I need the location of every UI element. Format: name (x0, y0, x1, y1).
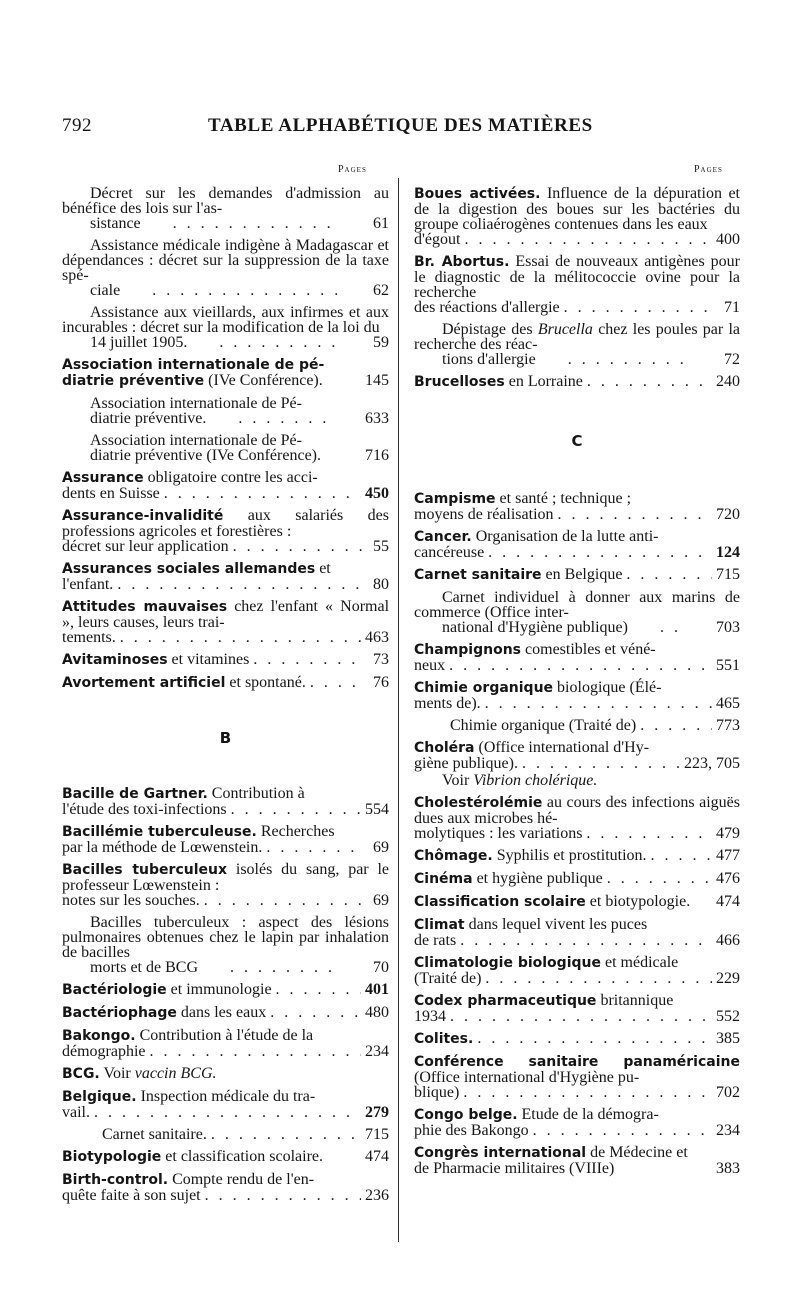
page-ref: 236 (365, 1187, 389, 1204)
leader-dots (117, 577, 363, 592)
column-divider (398, 178, 399, 1242)
page-ref: 145 (365, 372, 389, 389)
page-ref: 223, 705 (684, 755, 740, 772)
index-entry (414, 1107, 740, 1138)
leader-dots (150, 1044, 361, 1059)
page-ref: 551 (716, 657, 740, 674)
entry-term: Br. Abortus. (414, 254, 510, 270)
section-letter-c: C (571, 432, 583, 450)
entry-tail: neux (414, 657, 446, 674)
index-entry (62, 1089, 389, 1120)
entry-tail: notes sur les souches. (62, 892, 200, 909)
entry-text: Assistance médicale indigène à Madagascar et dépendances : décret sur la suppression de la taxe spé- (62, 237, 389, 284)
leader-dots (449, 658, 712, 673)
entry-tail: et hygiène publique (476, 870, 603, 887)
leader-dots (231, 802, 361, 817)
entry-text: de Médecine et (590, 1144, 688, 1161)
index-entry (414, 1145, 740, 1176)
pages-label-left: Pages (338, 164, 367, 175)
page-ref: 703 (716, 619, 740, 636)
index-entry (62, 915, 389, 975)
index-entry (62, 508, 389, 554)
index-entry (62, 470, 389, 501)
leader-dots (270, 1005, 361, 1020)
entry-tail: (IVe Conférence). (208, 372, 323, 389)
entry-italic-term: Brucella (537, 321, 593, 338)
entry-term: BCG. (62, 1066, 100, 1082)
entry-term: Colites. (414, 1031, 474, 1047)
entry-tail: ments de). (414, 695, 481, 712)
entry-text: biologique (Élé- (557, 679, 662, 696)
page-ref: 383 (716, 1160, 740, 1177)
index-entry (414, 894, 740, 910)
leader-dots (202, 960, 341, 975)
entry-tail: dans les eaux (180, 1004, 267, 1021)
entry-see-ref: Vibrion cholérique. (473, 772, 598, 789)
page-ref: 70 (373, 959, 389, 976)
entry-tail: diatrie préventive (IVe Conférence). (90, 447, 321, 464)
entry-tail: cancéreuse (414, 544, 485, 561)
entry-tail: et spontané. (229, 674, 306, 691)
entry-term: Choléra (414, 740, 475, 756)
index-entry (62, 1149, 389, 1165)
entry-term: Bactériologie (62, 982, 167, 998)
entry-tail: en Belgique (545, 566, 623, 583)
entry-text: Compte rendu de l'en- (172, 1171, 315, 1188)
entry-term: Climat (414, 917, 465, 933)
entry-term: Boues activées. (414, 186, 541, 202)
entry-text: obligatoire contre les acci- (147, 469, 318, 486)
index-entry (414, 871, 740, 887)
entry-tail: (Traité de) (414, 970, 482, 987)
entry-term: Association internationale de pé- (62, 357, 325, 373)
page-ref: 702 (716, 1084, 740, 1101)
entry-term: Birth-control. (62, 1172, 169, 1188)
page-ref: 71 (724, 299, 740, 316)
entry-tail: 1934 (414, 1008, 446, 1025)
leader-dots (266, 840, 363, 855)
index-entry (62, 433, 389, 463)
entry-text: Assistance aux vieillards, aux infirmes et aux incurables : décret sur la modification de la loi du (62, 304, 389, 336)
entry-term: Assurances sociales allemandes (62, 561, 316, 577)
page-ref: 474 (365, 1148, 389, 1165)
entry-term: Carnet sanitaire (414, 567, 542, 583)
entry-tail: des réactions d'allergie (414, 299, 560, 316)
leader-dots (533, 1123, 712, 1138)
entry-term: Classification scolaire (414, 894, 586, 910)
index-entry (414, 254, 740, 315)
page-ref: 69 (373, 839, 389, 856)
entry-text: et santé ; technique ; (499, 490, 632, 507)
leader-dots (632, 620, 684, 635)
index-entry (414, 567, 740, 583)
entry-text: aux salariés des professions agricoles et forestières : (62, 507, 390, 540)
entry-text: Dépistage des (442, 321, 533, 338)
entry-tail: morts et de BCG (90, 959, 198, 976)
index-entry (62, 1005, 389, 1021)
leader-dots (540, 352, 692, 367)
entry-text: Bacilles tuberculeux : aspect des lésions pulmonaires obtenues chez le lapin par inhalation de bacilles (62, 914, 389, 961)
index-entry (62, 862, 389, 908)
leader-dots (464, 232, 712, 247)
entry-term: Chimie organique (414, 680, 554, 696)
entry-text-2: chez les poules par la recherche des réac- (414, 321, 741, 353)
index-entry (414, 186, 740, 247)
entry-text: comestibles et véné- (525, 641, 656, 658)
index-entry (62, 982, 389, 998)
page-ref: 479 (716, 825, 740, 842)
entry-see-ref: vaccin BCG. (134, 1065, 217, 1082)
index-entry (62, 786, 389, 817)
entry-text: Essai de nouveaux antigènes pour le diagnostic de la mélitococcie ovine pour la recherche (414, 253, 741, 301)
leader-dots (310, 675, 363, 690)
entry-term: Biotypologie (62, 1149, 162, 1165)
entry-term: Avortement artificiel (62, 675, 226, 691)
index-column-left (62, 186, 389, 1210)
entry-text: Inspection médicale du tra- (140, 1088, 316, 1105)
entry-text: Contribution à (211, 785, 305, 802)
page-ref: 385 (716, 1030, 740, 1047)
index-entry (414, 491, 740, 522)
leader-dots (607, 871, 712, 886)
index-entry (414, 848, 740, 864)
entry-text: et (319, 560, 331, 577)
leader-dots (205, 1188, 361, 1203)
page-ref: 552 (716, 1008, 740, 1025)
page-ref: 73 (373, 651, 389, 668)
entry-tail: de rats (414, 932, 457, 949)
page-ref: 69 (373, 892, 389, 909)
entry-tail: d'égout (414, 231, 461, 248)
index-entry (62, 186, 389, 231)
index-entry (62, 1172, 389, 1203)
page-number: 792 (62, 115, 92, 136)
index-entry (414, 374, 740, 390)
entry-term: Champignons (414, 642, 522, 658)
entry-term: Congo belge. (414, 1107, 518, 1123)
leader-dots (586, 826, 712, 841)
index-entry (414, 590, 740, 635)
page-ref: 229 (716, 970, 740, 987)
leader-dots (120, 630, 361, 645)
index-entry (414, 917, 740, 948)
page-ref: 124 (716, 544, 740, 561)
entry-term: Bacilles tuberculeux (62, 862, 228, 878)
page-title: TABLE ALPHABÉTIQUE DES MATIÈRES (208, 115, 593, 136)
entry-tail: national d'Hygiène publique) (442, 619, 628, 636)
index-entry (414, 642, 740, 673)
entry-text: Association internationale de Pé- (90, 395, 302, 412)
entry-text: (Office international d'Hygiène pu- (414, 1069, 640, 1086)
entry-text: Voir (103, 1065, 131, 1082)
index-entry (62, 1127, 389, 1142)
entry-tail: phie des Bakongo (414, 1122, 529, 1139)
entry-tail: et vitamines (171, 651, 250, 668)
entry-term: Campisme (414, 491, 496, 507)
index-entry (414, 1031, 740, 1047)
entry-term-tail: diatrie préventive (62, 373, 205, 389)
page-ref: 400 (716, 231, 740, 248)
leader-dots (651, 848, 712, 863)
leader-dots (485, 971, 712, 986)
page-ref: 466 (716, 932, 740, 949)
page-ref: 716 (365, 447, 389, 464)
entry-text: isolés du sang, par le professeur Lœwenstein : (62, 861, 390, 894)
index-entry (62, 599, 389, 645)
page-ref: 72 (724, 351, 740, 368)
index-entry (62, 675, 389, 691)
leader-dots (124, 283, 341, 298)
entry-tail: décret sur leur application (62, 538, 229, 555)
leader-dots (564, 300, 714, 315)
index-entry (414, 1054, 740, 1100)
entry-term: Attitudes mauvaises (62, 599, 228, 615)
entry-tail: Syphilis et prostitution. (496, 847, 647, 864)
leader-dots (94, 1105, 361, 1120)
page-ref: 234 (365, 1043, 389, 1060)
entry-term: Assurance-invalidité (62, 508, 224, 524)
entry-term: Bakongo. (62, 1028, 136, 1044)
page-ref: 234 (716, 1122, 740, 1139)
entry-text: Association internationale de Pé- (90, 432, 302, 449)
index-entry (62, 238, 389, 298)
entry-tail: diatrie préventive. (90, 410, 207, 427)
page-ref: 476 (716, 870, 740, 887)
leader-dots (450, 1009, 712, 1024)
entry-text: Etude de la démogra- (521, 1106, 659, 1123)
leader-dots (463, 1085, 712, 1100)
entry-tail: moyens de réalisation (414, 506, 554, 523)
entry-tail: en Lorraine (508, 373, 583, 390)
leader-dots (211, 1127, 361, 1142)
entry-text: et médicale (604, 954, 679, 971)
entry-tail: vail. (62, 1104, 90, 1121)
entry-tail: ciale (90, 282, 121, 299)
entry-term: Climatologie biologique (414, 955, 601, 971)
entry-term: Assurance (62, 470, 144, 486)
entry-text: Recherches (260, 823, 335, 840)
entry-text: Contribution à l'étude de la (139, 1027, 314, 1044)
page-ref: 463 (365, 629, 389, 646)
entry-term: Cholestérolémie (414, 795, 543, 811)
entry-tail: tions d'allergie (442, 351, 536, 368)
page-ref: 279 (365, 1104, 389, 1121)
page-ref: 240 (716, 373, 740, 390)
entry-text: Décret sur les demandes d'admission au bénéfice des lois sur l'as- (62, 185, 389, 217)
page-ref: 715 (716, 566, 740, 583)
entry-term: Avitaminoses (62, 652, 168, 668)
page-ref: 62 (373, 282, 389, 299)
index-entry (62, 1066, 389, 1082)
index-column-right (414, 186, 740, 1183)
entry-term: Conférence sanitaire panaméricaine (414, 1054, 740, 1070)
leader-dots (145, 216, 341, 231)
page-ref: 61 (373, 215, 389, 232)
see-also-entry (414, 773, 740, 788)
entry-tail: Carnet sanitaire. (102, 1126, 207, 1143)
index-entry (414, 680, 740, 711)
entry-term: Bacille de Gartner. (62, 786, 208, 802)
section-letter-b: B (219, 729, 232, 747)
page-ref: 720 (716, 506, 740, 523)
page-ref: 401 (365, 981, 389, 998)
entry-term: Bactériophage (62, 1005, 177, 1021)
entry-term: Brucelloses (414, 374, 505, 390)
index-entry (414, 993, 740, 1024)
leader-dots (210, 411, 333, 426)
page-ref: 80 (373, 576, 389, 593)
index-entry (62, 1028, 389, 1059)
entry-tail: sistance (90, 215, 141, 232)
index-entry (414, 718, 740, 733)
page-ref: 465 (716, 695, 740, 712)
entry-tail: Chimie organique (Traité de) (450, 717, 637, 734)
page-ref: 715 (365, 1126, 389, 1143)
entry-text: Organisation de la lutte anti- (475, 528, 659, 545)
entry-text: Influence de la dépuration et de la digestion des boues sur les bactéries du groupe coliaérogènes contenues dans les eaux (414, 185, 740, 233)
index-entry (62, 396, 389, 426)
entry-tail: par la méthode de Lœwenstein. (62, 839, 263, 856)
leader-dots (164, 486, 361, 501)
entry-tail: et immunologie (170, 981, 272, 998)
entry-tail: et classification scolaire. (165, 1148, 323, 1165)
index-entry (62, 357, 389, 389)
leader-dots (276, 982, 361, 997)
leader-dots (558, 507, 712, 522)
entry-tail: giène publique). (414, 755, 518, 772)
leader-dots (204, 893, 363, 908)
entry-tail: 14 juillet 1905. (90, 334, 188, 351)
leader-dots (587, 374, 712, 389)
leader-dots (253, 652, 363, 667)
entry-tail: quête faite à son sujet (62, 1187, 201, 1204)
leader-dots (522, 756, 680, 771)
index-entry (62, 824, 389, 855)
entry-text: Carnet individuel à donner aux marins de commerce (Office inter- (414, 589, 740, 621)
index-entry (414, 529, 740, 560)
entry-tail: de Pharmacie militaires (VIIIe) (414, 1160, 615, 1177)
index-entry (62, 305, 389, 350)
leader-dots (477, 1031, 712, 1046)
entry-text: au cours des infections aiguës dues aux microbes hé- (414, 794, 740, 827)
page-ref: 633 (365, 410, 389, 427)
leader-dots (233, 539, 363, 554)
index-entry (414, 740, 740, 771)
leader-dots (191, 335, 341, 350)
entry-tail: démographie (62, 1043, 146, 1060)
entry-term: Cinéma (414, 871, 473, 887)
entry-tail: l'enfant. (62, 576, 114, 593)
entry-tail: molytiques : les variations (414, 825, 583, 842)
page-ref: 450 (365, 485, 389, 502)
page-ref: 480 (365, 1004, 389, 1021)
page-ref: 55 (373, 538, 389, 555)
pages-label-right: Pages (694, 164, 723, 175)
entry-tail: blique) (414, 1084, 460, 1101)
entry-tail: dents en Suisse (62, 485, 160, 502)
entry-term: Bacillémie tuberculeuse. (62, 824, 257, 840)
index-entry (62, 561, 389, 592)
entry-tail: l'étude des toxi-infections (62, 801, 227, 818)
leader-dots (488, 545, 712, 560)
entry-text: dans lequel vivent les puces (468, 916, 648, 933)
page-ref: 477 (716, 847, 740, 864)
leader-dots (460, 933, 712, 948)
entry-tail: et biotypologie. (589, 893, 691, 910)
index-entry (414, 322, 740, 367)
leader-dots (626, 567, 712, 582)
index-entry (414, 955, 740, 986)
leader-dots (640, 718, 712, 733)
entry-term: Chômage. (414, 848, 493, 864)
page-ref: 59 (373, 334, 389, 351)
page-ref: 773 (716, 717, 740, 734)
entry-text: chez l'enfant « Normal », leurs causes, leurs trai- (62, 598, 390, 631)
see-label: Voir (442, 772, 470, 789)
entry-term: Codex pharmaceutique (414, 993, 597, 1009)
index-entry (62, 652, 389, 668)
entry-term: Congrès international (414, 1145, 587, 1161)
entry-term: Cancer. (414, 529, 472, 545)
entry-text: (Office international d'Hy- (478, 739, 650, 756)
entry-text: britannique (600, 992, 674, 1009)
page-ref: 554 (365, 801, 389, 818)
entry-tail: tements. (62, 629, 116, 646)
leader-dots (485, 696, 712, 711)
entry-term: Belgique. (62, 1089, 137, 1105)
page-ref: 474 (716, 893, 740, 910)
index-entry (414, 795, 740, 841)
page-ref: 76 (373, 674, 389, 691)
